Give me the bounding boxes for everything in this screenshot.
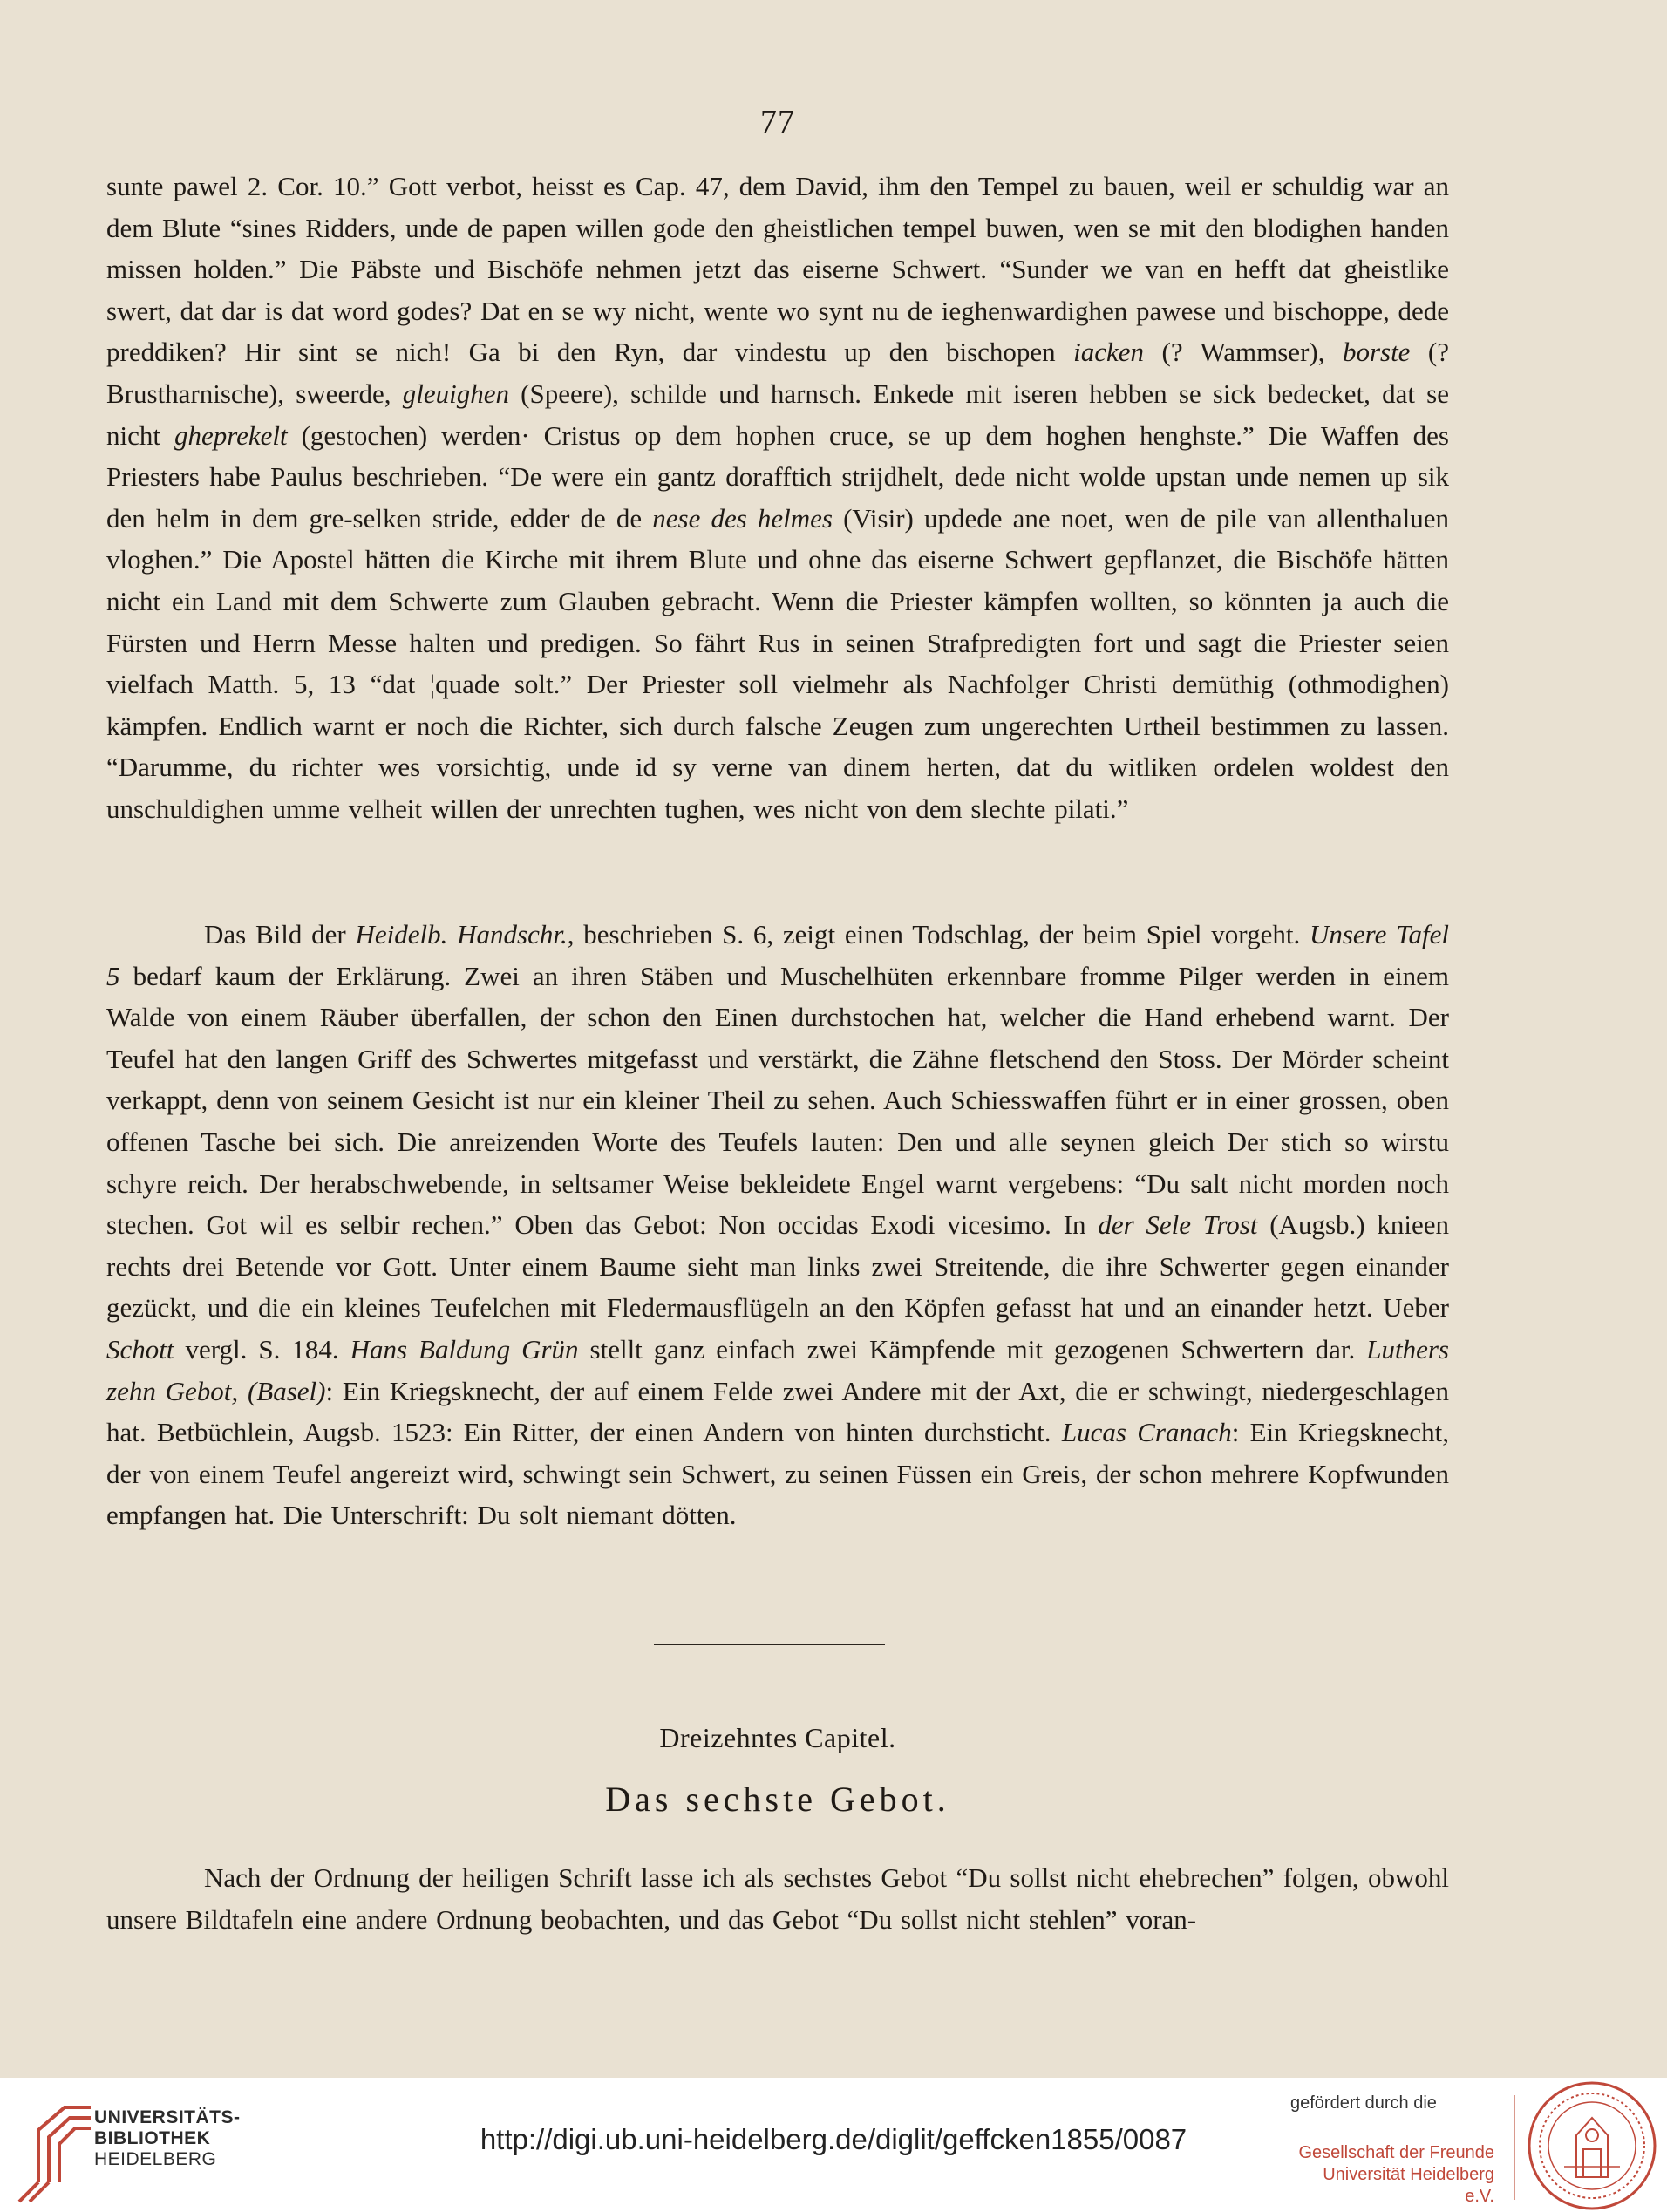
society-name-line: Universität Heidelberg e.V.	[1323, 2165, 1494, 2206]
society-name	[1290, 2142, 1494, 2208]
text-run: (Speere), schilde und harnsch. Enkede mit iseren hebben se sick bedecket, dat se nicht	[106, 378, 1449, 451]
italic-text-run: nese des helmes	[652, 502, 833, 534]
text-run: stellt ganz einfach zwei Kämpfende mit gezogenen Schwertern dar.	[578, 1333, 1367, 1365]
italic-text-run: borste	[1342, 337, 1411, 368]
chapter-number: Dreizehntes Capitel.	[659, 1722, 896, 1753]
text-run: Nach der Ordnung der heiligen Schrift lasse ich als sechstes Gebot “Du sollst nicht ehebrechen” folgen, obwohl unsere Bildtafeln eine andere Ordnung beobachten, und das Gebot “Du sollst nicht stehlen” voran-	[106, 1862, 1449, 1935]
paragraph-text	[106, 914, 1449, 1536]
text-run: (Augsb.) knieen rechts drei Betende vor Gott. Unter einem Baume sieht man links zwei Streitende, die ihre Schwerter gegen einander gezückt, und die ein kleines Teufelchen mit Fledermausflügeln an den Köpfen gefasst hat und an einander hetzt. Ueber	[106, 1209, 1449, 1324]
library-name-line: UNIVERSITÄTS-	[94, 2107, 241, 2127]
digitization-footer	[0, 2078, 1667, 2212]
italic-text-run: Heidelb. Handschr.	[355, 919, 568, 949]
italic-text-run: gleuighen	[402, 378, 509, 409]
paragraph-text	[106, 1857, 1449, 1940]
text-run: vergl. S. 184.	[174, 1333, 350, 1365]
paragraph-text	[106, 166, 1449, 830]
library-name-line: HEIDELBERG	[94, 2149, 217, 2169]
italic-text-run: Lucas Cranach	[1061, 1417, 1232, 1448]
section-divider	[654, 1644, 885, 1645]
library-name-line: BIBLIOTHEK	[94, 2128, 211, 2148]
footer-divider	[1514, 2095, 1515, 2200]
italic-text-run: Hans Baldung Grün	[350, 1333, 579, 1365]
text-run: (? Wammser),	[1144, 337, 1343, 368]
body-paragraph-3	[106, 1857, 1449, 1940]
italic-text-run: Schott	[106, 1333, 174, 1365]
italic-text-run: Unsere Tafel 5	[106, 919, 1450, 991]
italic-text-run: der Sele Trost	[1098, 1209, 1258, 1241]
university-seal-icon	[1526, 2079, 1658, 2212]
text-run: (? Brustharnische), sweerde,	[106, 337, 1449, 409]
body-paragraph-2	[106, 914, 1449, 1536]
text-run: , beschrieben S. 6, zeigt einen Todschlag, der beim Spiel vorgeht.	[567, 919, 1310, 949]
text-run: : Ein Kriegsknecht, der von einem Teufel angereizt wird, schwingt sein Schwert, zu seinen Füssen ein Greis, der schon mehrere Kopfwunden empfangen hat. Die Unterschrift: Du solt niemant dötten.	[106, 1417, 1449, 1531]
funded-by-label: gefördert durch die	[1290, 2093, 1437, 2113]
italic-text-run: gheprekelt	[174, 419, 288, 451]
society-name-line: Gesellschaft der Freunde	[1298, 2143, 1494, 2162]
italic-text-run: iacken	[1073, 337, 1145, 368]
text-run: (Visir) updede ane noet, wen de pile van allenthaluen vloghen.” Die Apostel hätten die Kirche mit ihrem Blute und ohne das eiserne Schwert gepflanzet, die Bischöfe hätten nicht ein Land mit dem Schwerte zum Glauben gebracht. Wenn die Priester kämpfen wollten, so könnten ja auch die Fürsten und Herrn Messe halten und predigen. So fährt Rus in seinen Strafpredigten fort und sagt die Priester seien vielfach Matth. 5, 13 “dat ¦quade solt.” Der Priester soll vielmehr als Nachfolger Christi demüthig (othmodighen) kämpfen. Endlich warnt er noch die Richter, sich durch falsche Zeugen zum ungerechten Urtheil bestimmen zu lassen. “Darumme, du richter wes vorsichtig, unde id sy verne van dinem herten, dat du witliken ordelen woldest den unschuldighen umme velheit willen der unrechten tughen, wes nicht von dem slechte pilati.”	[106, 502, 1449, 824]
italic-text-run: Luthers zehn Gebot, (Basel)	[106, 1333, 1449, 1406]
text-run: (gestochen) werden· Cristus op dem hophen cruce, se up dem hoghen henghste.” Die Waffen des Priesters habe Paulus beschrieben. “De were ein gantz dorafftich strijdhelt, dede nicht wolde upstan unde nemen up sik den helm in dem gre-selken stride, edder de de	[106, 419, 1449, 534]
text-run: bedarf kaum der Erklärung. Zwei an ihren Stäben und Muschelhüten erkennbare fromme Pilger werden in einem Walde von einem Räuber überfallen, der schon den Einen durchstochen hat, welcher die Hand erhebend warnt. Der Teufel hat den langen Griff des Schwertes mitgefasst und verstärkt, die Zähne fletschend den Stoss. Der Mörder scheint verkappt, denn von seinem Gesicht ist nur ein kleiner Theil zu sehen. Auch Schiesswaffen führt er in einer grossen, oben offenen Tasche bei sich. Die anreizenden Worte des Teufels lauten: Den und alle seynen gleich Der stich so wirstu schyre reich. Der herabschwebende, in seltsamer Weise bekleidete Engel warnt vergebens: “Du salt nicht morden noch stechen. Got wil es selbir rechen.” Oben das Gebot: Non occidas Exodi vicesimo. In	[106, 960, 1449, 1241]
text-run: sunte pawel 2. Cor. 10.” Gott verbot, heisst es Cap. 47, dem David, ihm den Tempel zu bauen, weil er schuldig war an dem Blute “sines Ridders, unde de papen willen gode den gheistlichen tempel buwen, wen se mit den blodighen handen missen holden.” Die Päbste und Bischöfe nehmen jetzt das eiserne Schwert. “Sunder we van en hefft dat gheistlike swert, dat dar is dat word godes? Dat en se wy nicht, wente wo synt nu de ieghenwardighen pawese und bischoppe, dede preddiken? Hir sint se nich! Ga bi den Ryn, dar vindestu up den bischopen	[106, 171, 1449, 368]
body-paragraph-1	[106, 166, 1449, 830]
chapter-title: Das sechste Gebot.	[605, 1780, 950, 1819]
permalink-url[interactable]: http://digi.ub.uni-heidelberg.de/diglit/geffcken1855/0087	[480, 2123, 1187, 2155]
text-run: Das Bild der	[204, 919, 356, 949]
text-run: : Ein Kriegsknecht, der auf einem Felde zwei Andere mit der Axt, die er schwingt, niedergeschlagen hat. Betbüchlein, Augsb. 1523: Ein Ritter, der einen Andern von hinten durchsticht.	[106, 1375, 1450, 1448]
page-number: 77	[760, 104, 795, 140]
